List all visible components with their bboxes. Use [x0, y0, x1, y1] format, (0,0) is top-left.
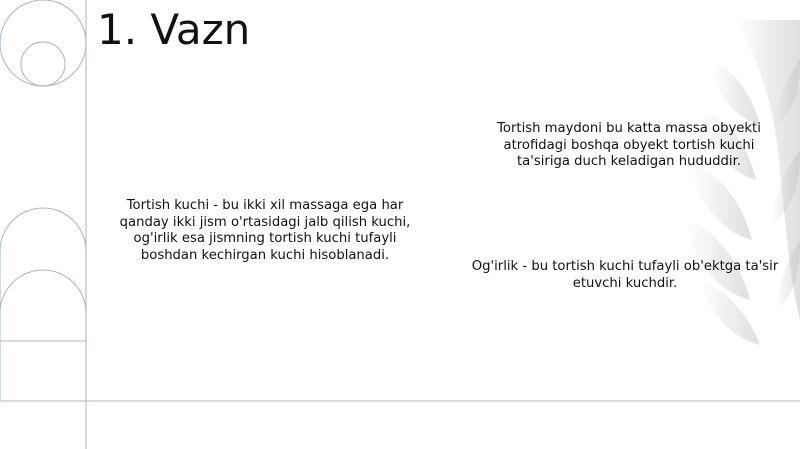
gravity-force-definition: Tortish kuchi - bu ikki xil massaga ega har qanday ikki jism o'rtasidagi jalb qilish kuchi, og'irlik esa jismning tortish kuchi tufayli boshdan kechirgan kuchi hisoblanadi. — [119, 198, 411, 263]
slide-title: 1. Vazn — [97, 5, 251, 54]
gravity-field-definition: Tortish maydoni bu katta massa obyekti atrofidagi boshqa obyekt tortish kuchi ta'siriga duch keladigan hududdir. — [497, 121, 761, 169]
weight-definition: Og'irlik - bu tortish kuchi tufayli ob'ektga ta'sir etuvchi kuchdir. — [471, 259, 779, 291]
